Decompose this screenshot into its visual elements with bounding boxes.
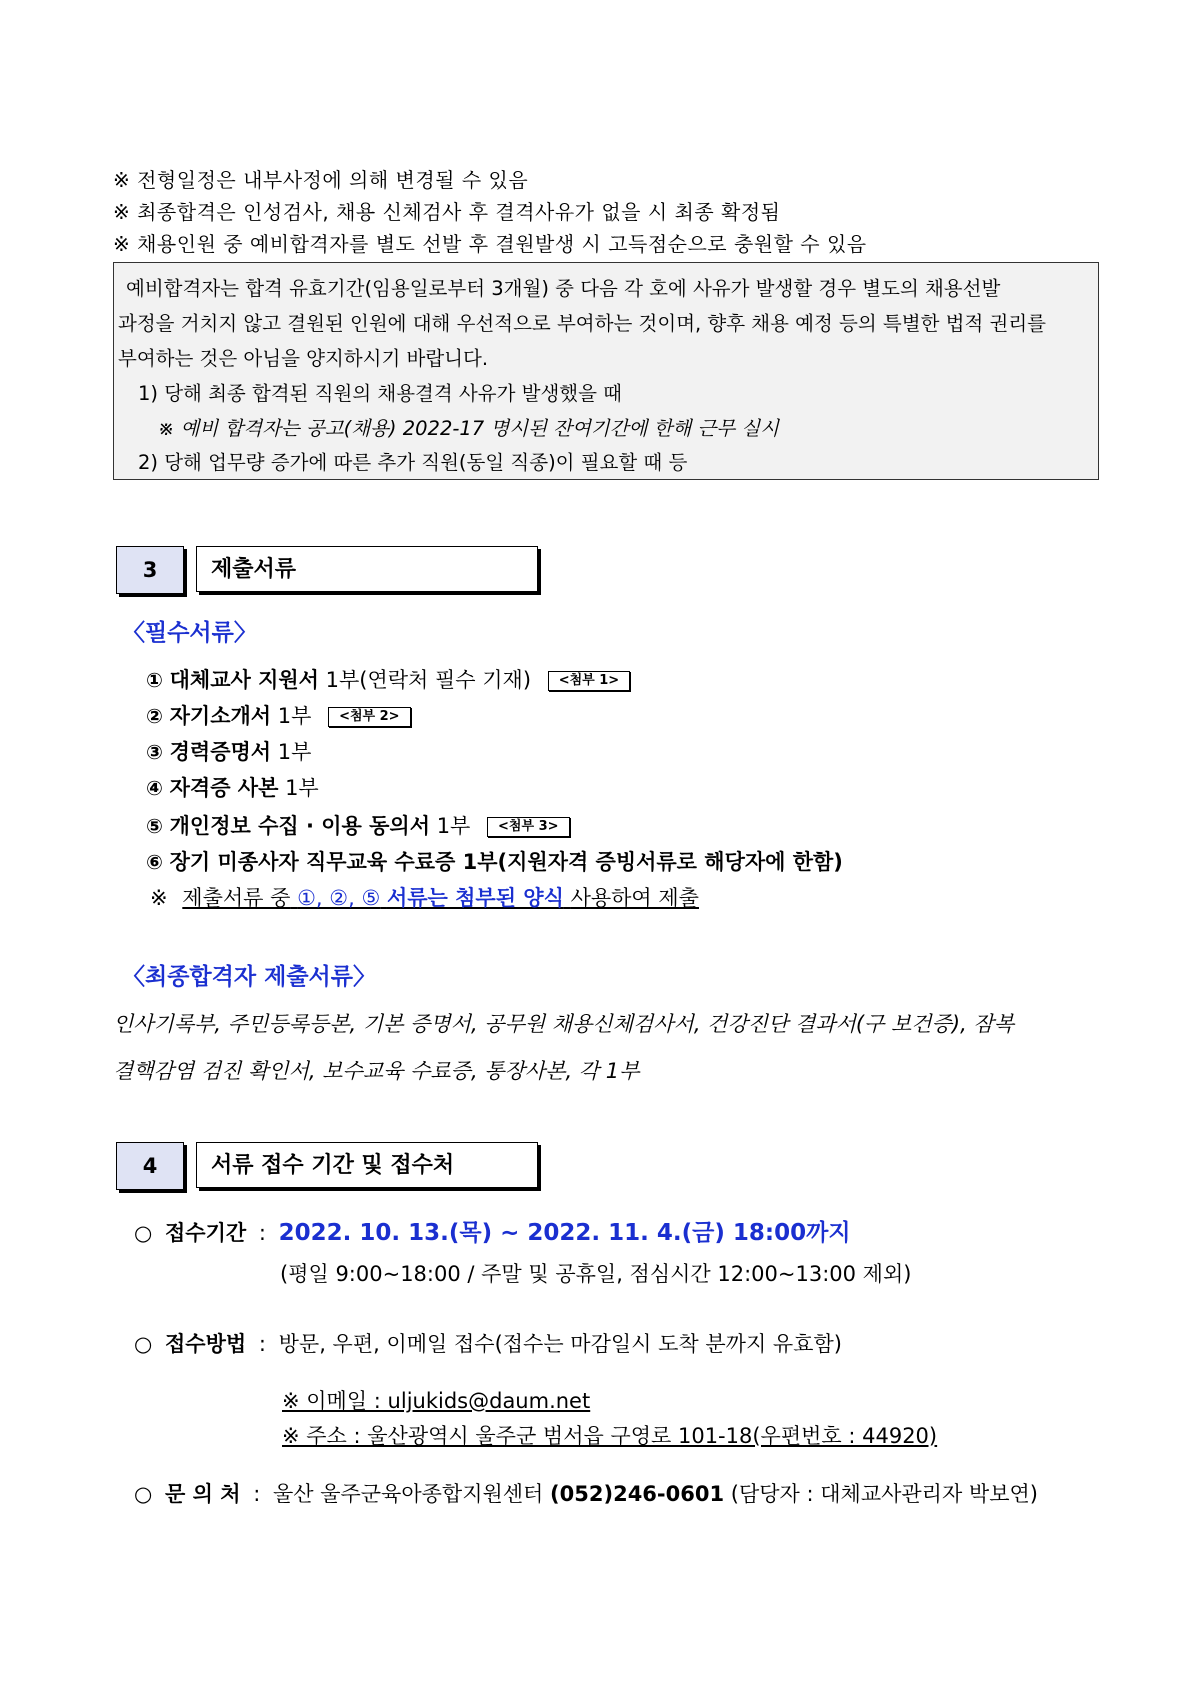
required-docs-heading: 〈필수서류〉 bbox=[122, 620, 257, 646]
note-line: ※ 최종합격은 인성검사, 채용 신체검사 후 결격사유가 없을 시 최종 확정됨 bbox=[113, 200, 781, 224]
doc-marker: ③ bbox=[146, 740, 163, 764]
reserve-line: 과정을 거치지 않고 결원된 인원에 대해 우선적으로 부여하는 것이며, 향후 채용 예정 등의 특별한 법적 권리를 bbox=[118, 312, 1047, 335]
contact-person: (담당자 : 대체교사관리자 박보연) bbox=[730, 1482, 1038, 1506]
doc-marker: ② bbox=[146, 704, 163, 728]
doc-item bbox=[146, 846, 843, 876]
doc-marker: ① bbox=[146, 668, 163, 692]
label-colon: : bbox=[253, 1482, 261, 1506]
email-line: ※ 이메일 : uljukids@daum.net bbox=[282, 1389, 591, 1413]
doc-qty: 1부 bbox=[277, 704, 312, 728]
bullet-circle: ○ bbox=[134, 1482, 153, 1506]
label-colon: : bbox=[258, 1332, 266, 1356]
period-row bbox=[134, 1214, 851, 1247]
doc-name: 자격증 사본 bbox=[169, 776, 279, 800]
reserve-item: 2) 당해 업무량 증가에 따른 추가 직원(동일 직종)이 필요할 때 등 bbox=[138, 451, 688, 474]
note-line: ※ 전형일정은 내부사정에 의해 변경될 수 있음 bbox=[113, 168, 529, 192]
footnote-text bbox=[182, 886, 699, 910]
address-line: ※ 주소 : 울산광역시 울주군 범서읍 구영로 101-18(우편번호 : 44920) bbox=[282, 1424, 938, 1448]
reserve-info-box bbox=[113, 262, 1099, 480]
period-value: 2022. 10. 13.(목) ~ 2022. 11. 4.(금) 18:00까지 bbox=[278, 1220, 851, 1246]
doc-qty: 1부 bbox=[277, 740, 312, 764]
reserve-line: 예비합격자는 합격 유효기간(임용일로부터 3개월) 중 다음 각 호에 사유가 발생할 경우 별도의 채용선발 bbox=[126, 277, 1001, 300]
footnote-part: 제출서류 중 bbox=[182, 886, 291, 910]
doc-item bbox=[146, 810, 570, 840]
doc-qty: 1부(연락처 필수 기재) bbox=[325, 668, 532, 692]
attachment-tag: <첨부 3> bbox=[487, 817, 569, 837]
doc-name: 장기 미종사자 직무교육 수료증 1부(지원자격 증빙서류로 해당자에 한함) bbox=[169, 850, 843, 874]
submission-footnote bbox=[150, 882, 699, 912]
doc-qty: 1부 bbox=[285, 776, 319, 800]
attachment-tag: <첨부 2> bbox=[328, 707, 410, 727]
section-title: 제출서류 bbox=[196, 546, 538, 592]
label-colon: : bbox=[258, 1221, 266, 1245]
bullet-circle: ○ bbox=[134, 1221, 153, 1245]
reserve-line: 부여하는 것은 아님을 양지하시기 바랍니다. bbox=[118, 347, 489, 370]
doc-item bbox=[146, 700, 411, 730]
doc-marker: ⑤ bbox=[146, 814, 163, 838]
method-value: 방문, 우편, 이메일 접수(접수는 마감일시 도착 분까지 유효함) bbox=[278, 1332, 842, 1356]
reserve-item-note: ※ 예비 합격자는 공고(채용) 2022-17 명시된 잔여기간에 한해 근무 실시 bbox=[158, 417, 779, 440]
doc-marker: ⑥ bbox=[146, 850, 163, 874]
method-row bbox=[134, 1328, 842, 1358]
final-docs-line: 인사기록부, 주민등록등본, 기본 증명서, 공무원 채용신체검사서, 건강진단 결과서(구 보건증), 잠복 bbox=[113, 1012, 1014, 1036]
footnote-part: 사용하여 제출 bbox=[570, 886, 699, 910]
attachment-tag: <첨부 1> bbox=[548, 671, 630, 691]
contact-row bbox=[134, 1478, 1038, 1508]
footnote-attached-form: 서류는 첨부된 양식 bbox=[386, 886, 564, 910]
reserve-item: 1) 당해 최종 합격된 직원의 채용결격 사유가 발생했을 때 bbox=[138, 382, 623, 405]
section-number: 4 bbox=[116, 1142, 184, 1190]
doc-item bbox=[146, 736, 311, 766]
period-note: (평일 9:00~18:00 / 주말 및 공휴일, 점심시간 12:00~13:00 제외) bbox=[280, 1262, 912, 1286]
contact-phone: (052)246-0601 bbox=[550, 1482, 725, 1506]
doc-item bbox=[146, 772, 319, 802]
section-title: 서류 접수 기간 및 접수처 bbox=[196, 1142, 538, 1188]
method-label: 접수방법 bbox=[165, 1332, 247, 1356]
doc-qty: 1부 bbox=[436, 814, 471, 838]
doc-name: 경력증명서 bbox=[169, 740, 272, 764]
contact-org: 울산 울주군육아종합지원센터 bbox=[272, 1482, 544, 1506]
section-number: 3 bbox=[116, 546, 184, 594]
contact-label: 문 의 처 bbox=[165, 1482, 241, 1506]
doc-item bbox=[146, 664, 630, 694]
note-line: ※ 채용인원 중 예비합격자를 별도 선발 후 결원발생 시 고득점순으로 충원할 수 있음 bbox=[113, 232, 867, 256]
final-docs-heading: 〈최종합격자 제출서류〉 bbox=[122, 964, 376, 990]
footnote-mark: ※ bbox=[150, 886, 168, 910]
footnote-doc-numbers: ①, ②, ⑤ bbox=[297, 886, 381, 910]
doc-name: 개인정보 수집 · 이용 동의서 bbox=[169, 814, 430, 838]
doc-name: 자기소개서 bbox=[169, 704, 272, 728]
bullet-circle: ○ bbox=[134, 1332, 153, 1356]
period-label: 접수기간 bbox=[165, 1221, 247, 1245]
doc-marker: ④ bbox=[146, 776, 163, 800]
doc-name: 대체교사 지원서 bbox=[169, 668, 319, 692]
final-docs-line: 결핵감염 검진 확인서, 보수교육 수료증, 통장사본, 각 1부 bbox=[113, 1059, 640, 1083]
